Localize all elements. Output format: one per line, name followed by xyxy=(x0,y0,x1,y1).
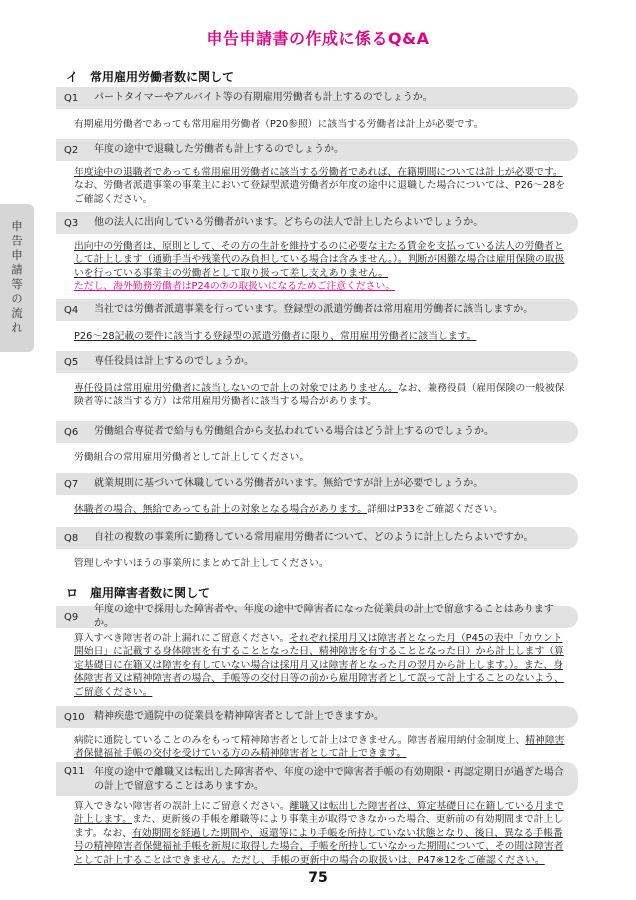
answer-segment: 有効期間を経過した期間や、返還等により手帳を所持していない状態となり、後日、異なる手帳番号の精神障害者保健福祉手帳を新規に取得した場合、手帳を所持していなかった期間について、その間は障害者として計上することはできません。 xyxy=(74,827,564,866)
question-number: Q3 xyxy=(64,217,79,229)
answer-segment: 労働組合の常用雇用労働者として計上してください。 xyxy=(74,452,310,463)
question-q6 xyxy=(56,421,578,443)
answer-segment: 精神障害者保健福祉手帳の交付を受けている方のみ精神障害者として計上できます。 xyxy=(74,735,565,760)
question-number: Q7 xyxy=(64,478,79,490)
question-number: Q10 xyxy=(64,711,85,723)
answer-segment: 離職又は転出した障害者は、算定基礎日に在籍している月まで計上します。 xyxy=(74,801,564,826)
section-heading-employees: イ 常用雇用労働者数に関して xyxy=(66,70,235,84)
question-text: 精神疾患で通院中の従業員を精神障害者として計上できますか。 xyxy=(94,711,384,722)
answer-segment: なお、労働者派遣事業の事業主において登録型派遣労働者が年度の途中に退職した場合については、P26〜28をご確認ください。 xyxy=(74,180,566,205)
answer-segment: 病院に通院していることのみをもって精神障害者として計上はできません。障害者雇用納付金制度上、 xyxy=(74,735,526,746)
question-number: Q1 xyxy=(64,92,79,104)
question-q11 xyxy=(56,762,578,796)
question-text: 労働組合専従者で給与も労働組合から支払われている場合はどう計上するのでしょうか。 xyxy=(94,426,494,437)
answer-segment: ただし、手帳の更新中の場合の取扱いは、P47※12をご確認ください。 xyxy=(231,854,545,866)
page-number: 75 xyxy=(308,870,328,886)
side-tab xyxy=(0,204,34,352)
section-heading-disabled: ロ 雇用障害者数に関して xyxy=(66,586,211,600)
answer-q6 xyxy=(74,451,572,464)
answer-segment: 年度途中の退職者であっても常用雇用労働者に該当する労働者であれば、在籍期間については計上が必要です。 xyxy=(74,167,563,178)
answer-note: ただし、海外勤務労働者はP24の⑦の取扱いになるためご注意ください。 xyxy=(74,281,396,293)
answer-q9 xyxy=(74,632,572,699)
answer-segment: それぞれ採用月又は障害者となった月（P45の表中「カウント開始日」に記載する身体障害を有することとなった日、精神障害を有することとなった日）から計上します（算定基礎日に在籍又は障害を有していない場合は採用月又は障害者となった月の翌月から計上します。）。また、身体障害者又は精神障害者の場合、手帳等の交付日等の前から雇用障害者として誤って計上することのないよう、ご留意ください。 xyxy=(74,633,564,698)
question-q5 xyxy=(56,351,578,373)
answer-segment: 専任役員は常用雇用労働者に該当しないので計上の対象ではありません。 xyxy=(74,383,398,394)
question-text: パートタイマーやアルバイト等の有期雇用労働者も計上するのでしょうか。 xyxy=(94,92,433,103)
question-text: 年度の途中で離職又は転出した障害者や、年度の途中で障害者手帳の有効期限・再認定期日が過ぎた場合の計上で留意することはありますか。 xyxy=(94,767,564,792)
question-text: 専任役員は計上するのでしょうか。 xyxy=(94,356,254,367)
answer-q2 xyxy=(74,166,572,206)
answer-q4 xyxy=(74,330,572,343)
answer-segment: また、更新後の手帳を離職等により事業主が取得できなかった場合、更新前の有効期間まで計上します。なお、 xyxy=(74,814,564,839)
question-number: Q9 xyxy=(64,611,79,623)
answer-segment: 詳細はP33をご確認ください。 xyxy=(367,504,503,515)
question-q10 xyxy=(56,706,578,728)
answer-segment: P26〜28記載の要件に該当する登録型の派遣労働者に限り、常用雇用労働者に該当します。 xyxy=(74,331,477,342)
question-text: 年度の途中で採用した障害者や、年度の途中で障害者になった従業員の計上で留意することはありますか。 xyxy=(94,604,554,629)
question-q7 xyxy=(56,473,578,495)
question-number: Q5 xyxy=(64,356,79,368)
answer-segment: なお、兼務役員（雇用保険の一般被保険者等に該当する方）は常用雇用労働者に該当する場合があります。 xyxy=(74,383,565,408)
question-number: Q2 xyxy=(64,144,79,156)
question-number: Q6 xyxy=(64,426,79,438)
answer-q8 xyxy=(74,557,572,570)
question-q9 xyxy=(56,606,578,628)
question-q1 xyxy=(56,87,578,109)
answer-segment: 算入すべき障害者の計上漏れにご留意ください。 xyxy=(74,633,290,644)
question-number: Q11 xyxy=(64,766,85,777)
question-text: 年度の途中で退職した労働者も計上するのでしょうか。 xyxy=(94,144,344,155)
answer-q11 xyxy=(74,800,572,867)
question-q3 xyxy=(56,212,578,234)
question-number: Q4 xyxy=(64,304,79,316)
question-text: 他の法人に出向している労働者がいます。どちらの法人で計上したらよいでしょうか。 xyxy=(94,217,484,228)
page-title: 申告申請書の作成に係るQ&A xyxy=(206,29,430,48)
answer-segment: 判断が困難な場合は雇用保険の取扱いを行っている事業主の労働者として取り扱って差し支えありません。 xyxy=(74,254,565,279)
question-text: 自社の複数の事業所に勤務している常用雇用労働者について、どのように計上したらよいですか。 xyxy=(94,532,534,543)
question-text: 当社では労働者派遣事業を行っています。登録型の派遣労働者は常用雇用労働者に該当しますか。 xyxy=(94,304,534,315)
answer-q10 xyxy=(74,734,572,761)
answer-segment: 出向中の労働者は、原則として、その方の生計を維持するのに必要な主たる賃金を支払っている法人の労働者として計上します（通勤手当や残業代のみ負担している場合は含みません。）。 xyxy=(74,241,564,266)
question-q4 xyxy=(56,299,578,321)
answer-q5 xyxy=(74,382,572,409)
question-q8 xyxy=(56,527,578,549)
answer-segment: 休職者の場合、無給であっても計上の対象となる場合があります。 xyxy=(74,504,368,515)
answer-segment: 有期雇用労働者であっても常用雇用労働者（P20参照）に該当する労働者は計上が必要です。 xyxy=(74,119,484,130)
answer-q7 xyxy=(74,503,572,516)
answer-q1 xyxy=(74,118,572,131)
answer-segment: 管理しやすいほうの事業所にまとめて計上してください。 xyxy=(74,558,329,569)
answer-q3 xyxy=(74,240,572,294)
question-number: Q8 xyxy=(64,532,79,544)
question-q2 xyxy=(56,139,578,161)
answer-segment: 算入できない障害者の誤計上にご留意ください。 xyxy=(74,801,290,812)
question-text: 就業規則に基づいて休職している労働者がいます。無給ですが計上が必要でしょうか。 xyxy=(94,478,484,489)
side-tab-label: 申告申請等の流れ xyxy=(10,220,24,336)
